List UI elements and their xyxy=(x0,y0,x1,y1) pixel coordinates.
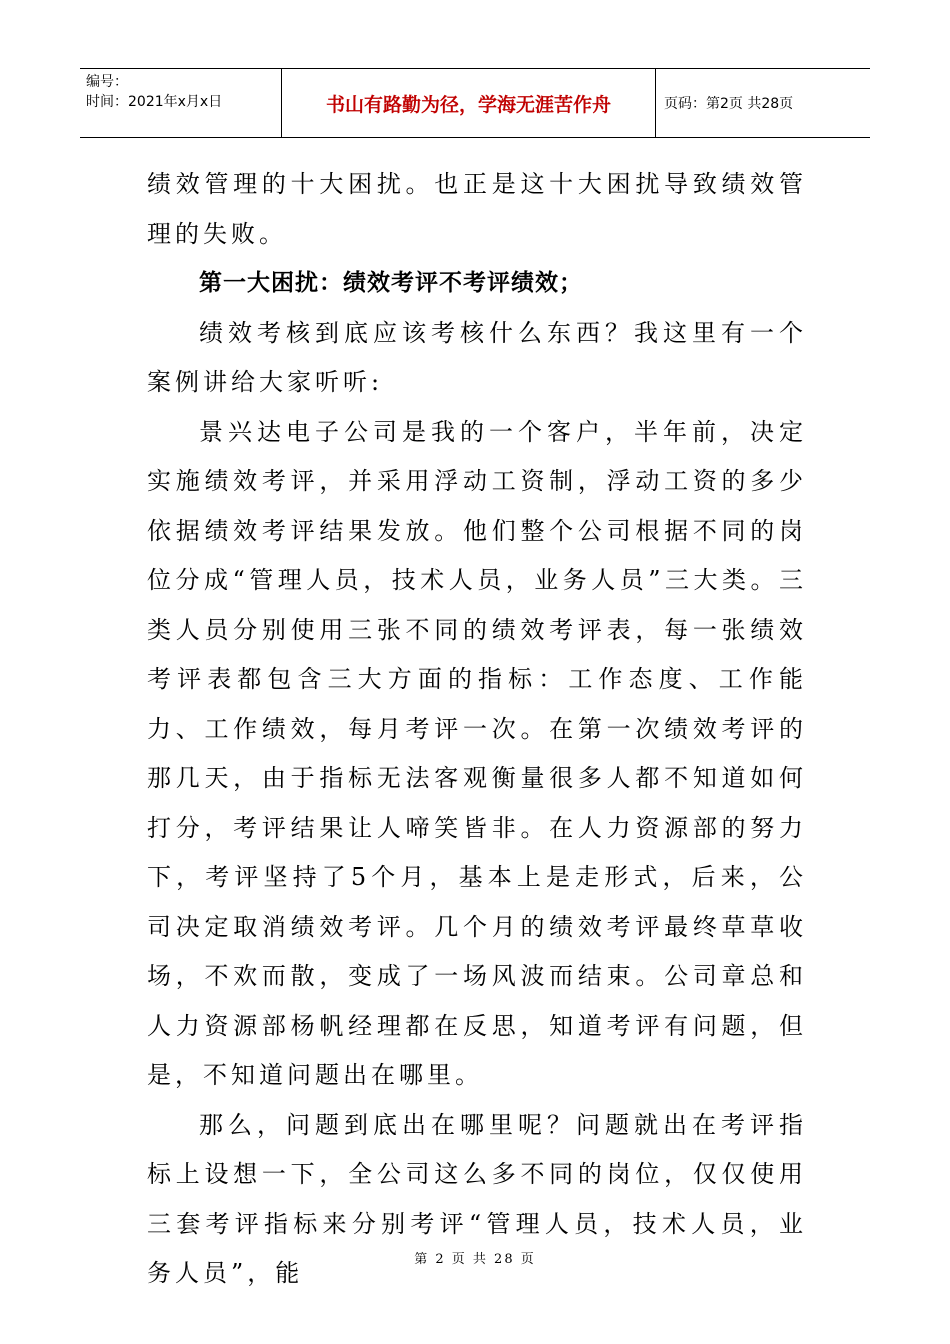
document-body xyxy=(147,160,807,1299)
document-time: 时间：2021年x月x日 xyxy=(86,94,223,110)
document-number-label: 编号： xyxy=(86,74,128,90)
paragraph-question: 绩效考核到底应该考核什么东西？我这里有一个案例讲给大家听听: xyxy=(147,318,807,396)
page-footer: 第 2 页 共 28 页 xyxy=(414,1252,536,1267)
paragraph-case-study: 景兴达电子公司是我的一个客户，半年前，决定实施绩效考评，并采用浮动工资制，浮动工资的多少依据绩效考评结果发放。他们整个公司根据不同的岗位分成“管理人员，技术人员，业务人员”三大类。三类人员分别使用三张不同的绩效考评表，每一张绩效考评表都包含三大方面的指标：工作态度、工作能力、工作绩效，每月考评一次。在第一次绩效考评的那几天，由于指标无法客观衡量很多人都不知道如何打分，考评结果让人啼笑皆非。在人力资源部的努力下，考评坚持了5个月，基本上是走形式，后来，公司决定取消绩效考评。几个月的绩效考评最终草草收场，不欢而散，变成了一场风波而结束。公司章总和人力资源部杨帆经理都在反思，知道考评有问题，但是，不知道问题出在哪里。 xyxy=(147,417,807,1089)
header-motto: 书山有路勤为径，学海无涯苦作舟 xyxy=(282,69,656,137)
header-meta xyxy=(80,69,282,137)
header-page-info: 页码：第2页 共28页 xyxy=(664,96,794,112)
paragraph-analysis: 那么，问题到底出在哪里呢？问题就出在考评指标上设想一下，全公司这么多不同的岗位，仅仅使用三套考评指标来分别考评“管理人员，技术人员，业务人员”，能 xyxy=(147,1110,807,1287)
page-header xyxy=(80,68,870,138)
section-heading: 第一大困扰：绩效考评不考评绩效； xyxy=(199,270,583,296)
paragraph-continuation: 绩效管理的十大困扰。也正是这十大困扰导致绩效管理的失败。 xyxy=(147,170,807,248)
